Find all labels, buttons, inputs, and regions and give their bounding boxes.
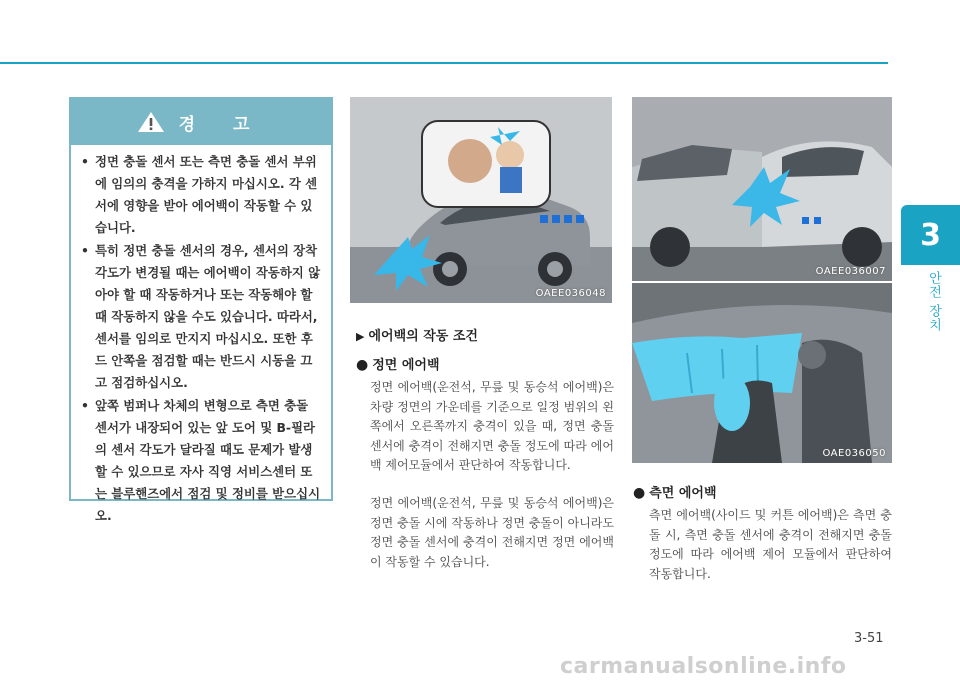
- front-airbag-paragraph-2: 정면 에어백(운전석, 무릎 및 동승석 에어백)은 정면 충돌 시에 작동하나 정면 충돌이 아니라도 정면 충돌 센서에 충격이 전해지면 정면 에어백이 작동할 수 있습니다.: [370, 496, 614, 569]
- section-heading: [356, 325, 478, 344]
- chapter-tab[interactable]: [901, 205, 960, 343]
- curtain-image-code: OAE036050: [822, 448, 886, 459]
- front-airbag-image: [350, 97, 612, 303]
- curtain-airbag-illustration: [632, 283, 892, 463]
- warning-item: • 특히 정면 충돌 센서의 경우, 센서의 장착 각도가 변경될 때는 에어백이 작동하지 않아야 할 때 작동하거나 또는 작동해야 할 때 작동하지 않을 수도 있습니다. 따라서, 센서를 임의로 만지지 마십시오. 또한 후드 안쪽을 점검할 때는 반드시 시동을 끄고 점검하십시오.: [81, 240, 323, 394]
- warning-item: • 앞쪽 범퍼나 차체의 변형으로 측면 충돌 센서가 내장되어 있는 앞 도어 및 B-필라의 센서 각도가 달라질 때도 문제가 발생할 수 있으므로 자사 직영 서비스센터 또는 블루핸즈에서 점검 및 정비를 받으십시오.: [81, 395, 323, 527]
- front-airbag-heading: [356, 354, 440, 373]
- warning-icon: [137, 111, 165, 133]
- watermark: carmanualsonline.info: [560, 654, 847, 679]
- side-collision-illustration: [632, 97, 892, 281]
- page-number: 3-51: [854, 631, 884, 646]
- side-airbag-image: [632, 97, 892, 281]
- side-airbag-title: 측면 에어백: [649, 486, 717, 501]
- warning-item: • 정면 충돌 센서 또는 측면 충돌 센서 부위에 임의의 충격을 가하지 마십시오. 각 센서에 영향을 받아 에어백이 작동할 수 있습니다.: [81, 151, 323, 239]
- warning-list: [81, 151, 323, 528]
- side-airbag-heading: [633, 482, 717, 501]
- section-heading-label: 에어백의 작동 조건: [368, 329, 478, 344]
- side-image-code: OAEE036007: [815, 266, 886, 277]
- bullet-dot-icon: ●: [633, 485, 646, 501]
- front-collision-illustration: [350, 97, 612, 303]
- top-rule: [0, 62, 888, 64]
- bullet-dot-icon: ●: [356, 357, 369, 373]
- play-arrow-icon: ▶: [356, 330, 365, 343]
- chapter-title: 안전 장치: [926, 271, 941, 333]
- front-airbag-paragraph-1: 정면 에어백(운전석, 무릎 및 동승석 에어백)은 차량 정면의 가운데를 기준으로 일정 범위의 왼쪽에서 오른쪽까지 충격이 있을 때, 정면 충돌 센서에 충격이 전해지면 충돌 정도에 따라 에어백 제어모듈에서 판단하여 작동합니다.: [370, 380, 614, 472]
- side-airbag-paragraph: 측면 에어백(사이드 및 커튼 에어백)은 측면 충돌 시, 측면 충돌 센서에 충격이 전해지면 충돌 정도에 따라 에어백 제어 모듈에서 판단하여 작동합니다.: [649, 508, 892, 581]
- curtain-airbag-image: [632, 283, 892, 463]
- warning-header: [71, 99, 331, 145]
- warning-title: 경 고: [178, 114, 266, 135]
- front-airbag-title: 정면 에어백: [372, 358, 440, 373]
- chapter-number: 3: [901, 205, 960, 265]
- warning-box: [69, 97, 333, 523]
- front-image-code: OAEE036048: [535, 288, 606, 299]
